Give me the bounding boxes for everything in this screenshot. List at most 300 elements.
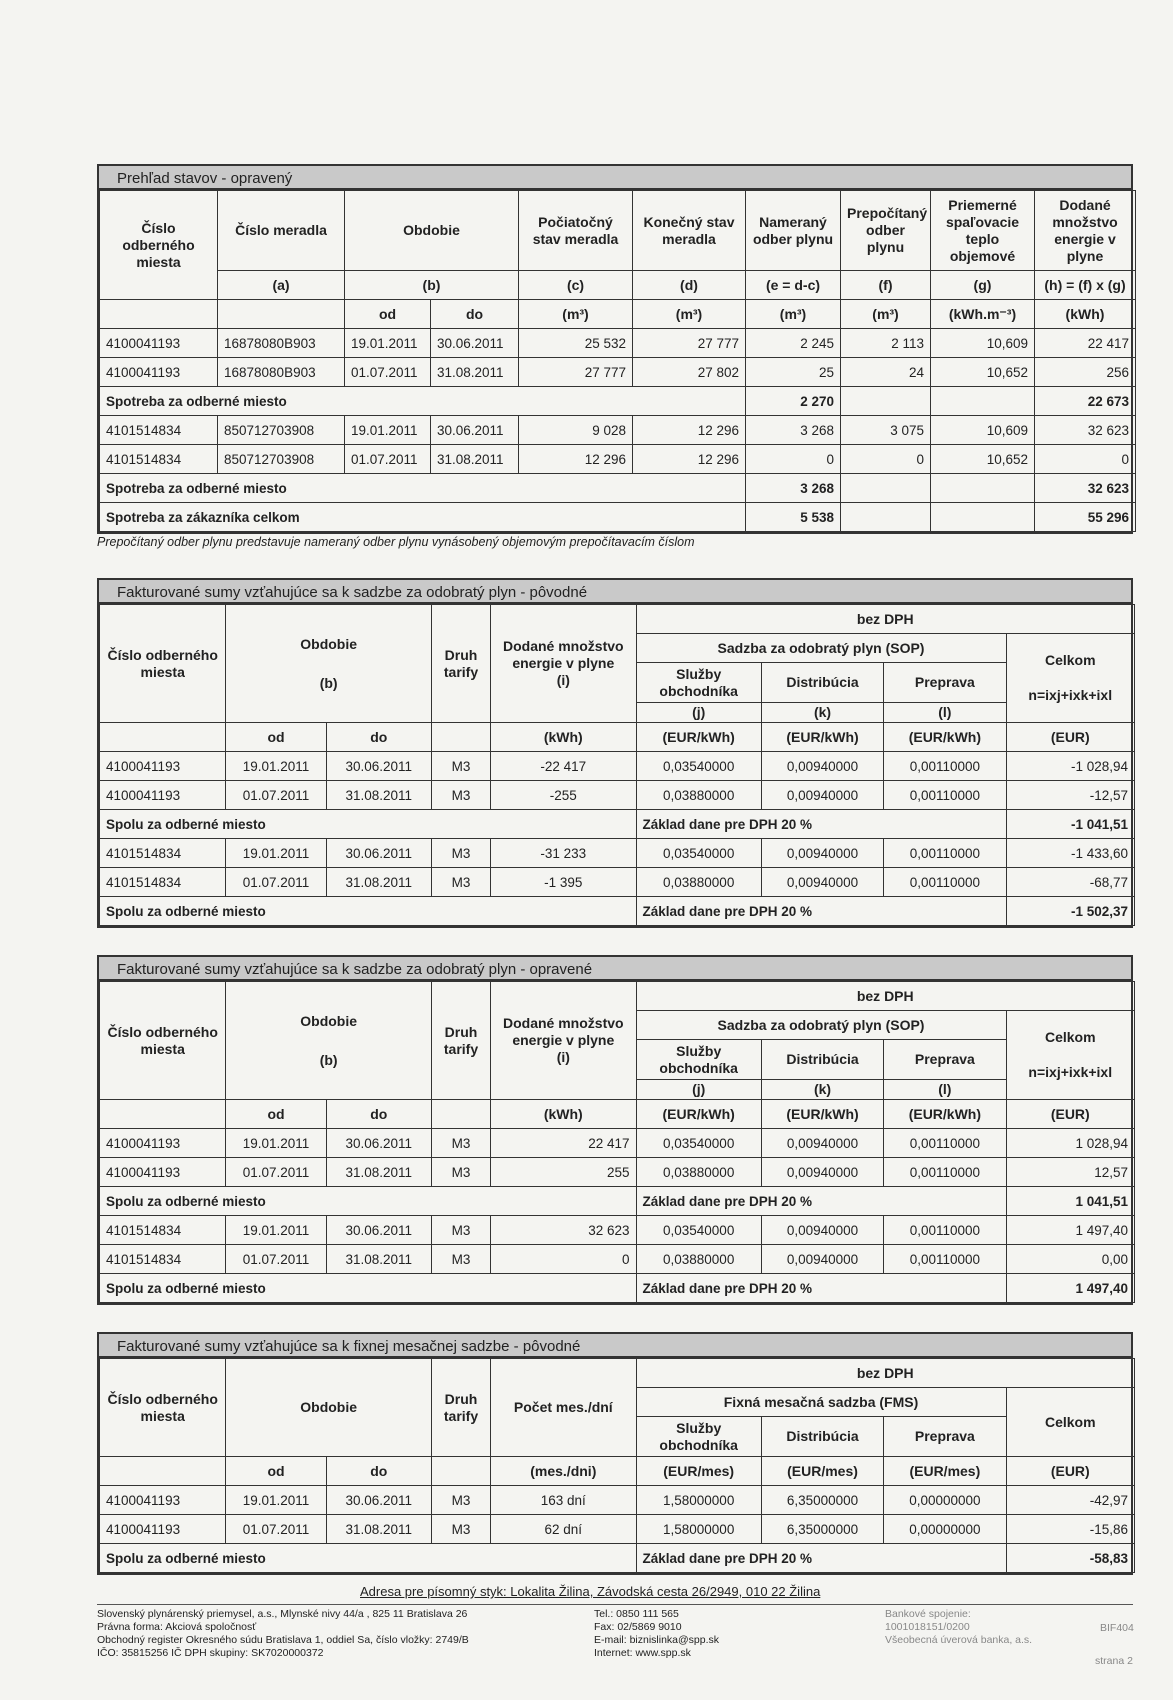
page-number: strana 2 (1095, 1655, 1133, 1667)
cell: M3 (431, 1158, 490, 1187)
section-title: Prehľad stavov - opravený (97, 164, 1133, 190)
table-row (100, 1216, 1135, 1245)
cell: 0,03880000 (636, 781, 761, 810)
cell: 4101514834 (100, 868, 226, 897)
subtotal-row (100, 1274, 1135, 1303)
col-key: (a) (218, 271, 345, 300)
cell: 22 417 (491, 1129, 636, 1158)
cell: -1 028,94 (1006, 752, 1134, 781)
col-header: Distribúcia (761, 663, 883, 703)
total-value: 5 538 (746, 503, 841, 532)
cell: -12,57 (1006, 781, 1134, 810)
bank-info (885, 1608, 1032, 1647)
contact-line: Tel.: 0850 111 565 (594, 1608, 679, 1620)
cell: 1 497,40 (1006, 1216, 1134, 1245)
cell: 19.01.2011 (226, 1129, 326, 1158)
col-key: (b) (345, 271, 519, 300)
cell: 30.06.2011 (326, 1486, 431, 1515)
col-header: Preprava (884, 1040, 1006, 1080)
col-header-key: (b) (319, 1051, 338, 1068)
col-header: Služby obchodníka (636, 1040, 761, 1080)
subtotal-value: 1 041,51 (1006, 1187, 1134, 1216)
cell: 256 (1035, 358, 1136, 387)
col-header (491, 605, 636, 723)
cell: 01.07.2011 (226, 868, 326, 897)
cell: 0,00940000 (761, 839, 883, 868)
cell: 27 777 (519, 358, 633, 387)
footer-divider (97, 1604, 1133, 1605)
subtotal-value: 32 623 (1035, 474, 1136, 503)
cell: 4100041193 (100, 329, 218, 358)
cell: M3 (431, 1216, 490, 1245)
cell: 0,03880000 (636, 1245, 761, 1274)
company-line: IČO: 35815256 IČ DPH skupiny: SK7020000372 (97, 1647, 324, 1659)
col-unit: (EUR/kWh) (636, 723, 761, 752)
contact-line: Fax: 02/5869 9010 (594, 1621, 682, 1633)
tax-base-label: Základ dane pre DPH 20 % (636, 810, 1006, 839)
cell: 31.08.2011 (326, 781, 431, 810)
cell: -255 (491, 781, 636, 810)
col-header-text: Obdobie (300, 635, 358, 652)
col-header (1006, 1011, 1134, 1100)
col-key: (j) (636, 1080, 761, 1100)
col-header-key: (i) (556, 672, 570, 688)
col-header: Celkom (1006, 1388, 1134, 1457)
cell: 27 802 (633, 358, 746, 387)
cell: 19.01.2011 (226, 1486, 326, 1515)
cell: 4101514834 (100, 445, 218, 474)
col-header: Konečný stav meradla (633, 191, 746, 271)
total-value: 55 296 (1035, 503, 1136, 532)
cell: 30.06.2011 (326, 1216, 431, 1245)
company-line: Slovenský plynárenský priemysel, a.s., Mlynské nivy 44/a , 825 11 Bratislava 26 (97, 1608, 468, 1620)
cell: 0,00110000 (884, 1216, 1006, 1245)
contact-line: E-mail: biznislinka@spp.sk (594, 1634, 720, 1646)
cell: M3 (431, 868, 490, 897)
bank-line: 1001018151/0200 (885, 1621, 970, 1633)
subtotal-value: -58,83 (1006, 1544, 1134, 1573)
cell: M3 (431, 1129, 490, 1158)
section-title: Fakturované sumy vzťahujúce sa k sadzbe za odobratý plyn - pôvodné (97, 578, 1133, 604)
subtotal-label: Spotreba za odberné miesto (100, 387, 746, 416)
total-row (100, 503, 1136, 532)
cell: 01.07.2011 (226, 781, 326, 810)
cell: -31 233 (491, 839, 636, 868)
cell: 4100041193 (100, 358, 218, 387)
col-unit: (EUR/kWh) (884, 723, 1006, 752)
correspondence-address: Adresa pre písomný styk: Lokalita Žilina, Závodská cesta 26/2949, 010 22 Žilina (360, 1584, 821, 1599)
col-unit: (EUR/kWh) (761, 723, 883, 752)
empty-cell (841, 387, 931, 416)
col-header: Distribúcia (761, 1040, 883, 1080)
cell: 01.07.2011 (226, 1515, 326, 1544)
col-header-text: Dodané množstvo energie v plyne (503, 1015, 624, 1048)
gas-rate-original-section (97, 578, 1133, 928)
cell: 3 075 (841, 416, 931, 445)
cell: 4100041193 (100, 1158, 226, 1187)
cell: 0,03540000 (636, 1129, 761, 1158)
cell: 4100041193 (100, 752, 226, 781)
company-info (97, 1608, 469, 1660)
cell: 12 296 (633, 416, 746, 445)
cell: 0,03880000 (636, 1158, 761, 1187)
cell: 19.01.2011 (226, 752, 326, 781)
cell: -1 395 (491, 868, 636, 897)
col-unit: (m³) (519, 300, 633, 329)
col-unit: (EUR) (1006, 1457, 1134, 1486)
cell: 0,00 (1006, 1245, 1134, 1274)
cell: 10,652 (931, 445, 1035, 474)
col-unit: (kWh) (491, 1100, 636, 1129)
cell: 31.08.2011 (326, 1515, 431, 1544)
col-unit: (mes./dni) (491, 1457, 636, 1486)
table-row (100, 445, 1136, 474)
cell: 0,03540000 (636, 752, 761, 781)
cell: 31.08.2011 (326, 1245, 431, 1274)
empty-cell (100, 300, 218, 329)
col-unit: do (326, 1100, 431, 1129)
col-header: Číslo odberného miesta (100, 982, 226, 1100)
table-row (100, 1245, 1135, 1274)
empty-cell (100, 1457, 226, 1486)
col-key: (k) (761, 703, 883, 723)
cell: 30.06.2011 (326, 839, 431, 868)
col-header: Preprava (884, 1417, 1006, 1457)
cell: M3 (431, 1515, 490, 1544)
subtotal-value: 22 673 (1035, 387, 1136, 416)
col-unit: (EUR/mes) (761, 1457, 883, 1486)
subtotal-label: Spolu za odberné miesto (100, 1274, 637, 1303)
cell: 0,00110000 (884, 1245, 1006, 1274)
col-header: bez DPH (636, 982, 1135, 1011)
cell: 12,57 (1006, 1158, 1134, 1187)
gas-rate-corrected-section (97, 955, 1133, 1305)
col-header: Číslo odberného miesta (100, 605, 226, 723)
tax-base-label: Základ dane pre DPH 20 % (636, 1187, 1006, 1216)
cell: 32 623 (491, 1216, 636, 1245)
contact-line: Internet: www.spp.sk (594, 1647, 691, 1659)
fixed-rate-original-table (99, 1358, 1135, 1573)
cell: 0,00940000 (761, 752, 883, 781)
cell: 4100041193 (100, 1129, 226, 1158)
cell: 19.01.2011 (345, 416, 431, 445)
cell: 10,609 (931, 416, 1035, 445)
cell: 25 (746, 358, 841, 387)
empty-cell (431, 1457, 490, 1486)
table-row (100, 329, 1136, 358)
col-header: Služby obchodníka (636, 1417, 761, 1457)
bank-line: Všeobecná úverová banka, a.s. (885, 1634, 1033, 1646)
cell: -15,86 (1006, 1515, 1134, 1544)
col-header: Počiatočný stav meradla (519, 191, 633, 271)
col-unit: (EUR/mes) (884, 1457, 1006, 1486)
subtotal-value: 1 497,40 (1006, 1274, 1134, 1303)
col-unit: od (226, 723, 326, 752)
subtotal-row (100, 897, 1135, 926)
empty-cell (931, 503, 1035, 532)
cell: 32 623 (1035, 416, 1136, 445)
subtotal-label: Spolu za odberné miesto (100, 1544, 637, 1573)
col-header: bez DPH (636, 605, 1135, 634)
cell: 27 777 (633, 329, 746, 358)
col-unit: do (326, 723, 431, 752)
cell: 31.08.2011 (431, 358, 519, 387)
empty-cell (931, 474, 1035, 503)
col-unit: od (345, 300, 431, 329)
contact-info (594, 1608, 719, 1660)
meter-readings-table (99, 190, 1136, 532)
cell: 30.06.2011 (326, 1129, 431, 1158)
cell: 16878080B903 (218, 358, 345, 387)
col-unit: (EUR/kWh) (761, 1100, 883, 1129)
cell: 6,35000000 (761, 1515, 883, 1544)
col-header-key: (b) (319, 674, 338, 691)
subtotal-value: -1 041,51 (1006, 810, 1134, 839)
company-line: Obchodný register Okresného súdu Bratislava 1, oddiel Sa, číslo vložky: 2749/B (97, 1634, 469, 1646)
col-unit: (EUR/kWh) (636, 1100, 761, 1129)
cell: 0 (1035, 445, 1136, 474)
form-code: BIF404 (1100, 1622, 1134, 1634)
empty-cell (218, 300, 345, 329)
col-unit: do (431, 300, 519, 329)
cell: 0,00940000 (761, 868, 883, 897)
meter-readings-table-wrap (97, 190, 1133, 534)
cell: 30.06.2011 (431, 416, 519, 445)
cell: 4101514834 (100, 1216, 226, 1245)
meter-readings-section (97, 164, 1133, 549)
col-header: Prepočítaný odber plynu (841, 191, 931, 271)
col-header-text: Celkom (1044, 652, 1096, 668)
col-header: Dodané množstvo energie v plyne (1035, 191, 1136, 271)
empty-cell (431, 723, 490, 752)
cell: M3 (431, 1486, 490, 1515)
col-header: Číslo odberného miesta (100, 1359, 226, 1457)
col-unit: do (326, 1457, 431, 1486)
cell: 0 (746, 445, 841, 474)
table-row (100, 358, 1136, 387)
cell: 62 dní (491, 1515, 636, 1544)
cell: 4100041193 (100, 781, 226, 810)
empty-cell (841, 503, 931, 532)
cell: 4101514834 (100, 1245, 226, 1274)
col-key: (f) (841, 271, 931, 300)
cell: 0,00940000 (761, 781, 883, 810)
col-unit: (kWh) (491, 723, 636, 752)
empty-cell (431, 1100, 490, 1129)
cell: 24 (841, 358, 931, 387)
cell: 6,35000000 (761, 1486, 883, 1515)
cell: 0,00110000 (884, 752, 1006, 781)
cell: 0,03540000 (636, 839, 761, 868)
cell: -68,77 (1006, 868, 1134, 897)
empty-cell (931, 387, 1035, 416)
col-header-key: n=ixj+ixk+ixl (1028, 1064, 1113, 1080)
subtotal-label: Spolu za odberné miesto (100, 810, 637, 839)
cell: 0,00940000 (761, 1216, 883, 1245)
table-row (100, 781, 1135, 810)
cell: 31.08.2011 (326, 1158, 431, 1187)
col-header: Obdobie (226, 1359, 432, 1457)
subtotal-row (100, 387, 1136, 416)
subtotal-row (100, 474, 1136, 503)
col-header: Počet mes./dní (491, 1359, 636, 1457)
cell: M3 (431, 1245, 490, 1274)
col-header: Preprava (884, 663, 1006, 703)
col-key: (k) (761, 1080, 883, 1100)
table-row (100, 416, 1136, 445)
col-header: Nameraný odber plynu (746, 191, 841, 271)
empty-cell (100, 1100, 226, 1129)
col-header-text: Dodané množstvo energie v plyne (503, 638, 624, 671)
table-row (100, 752, 1135, 781)
col-header-key: (i) (556, 1049, 570, 1065)
col-header (226, 982, 432, 1100)
tax-base-label: Základ dane pre DPH 20 % (636, 897, 1006, 926)
col-unit: (EUR/mes) (636, 1457, 761, 1486)
col-key: (d) (633, 271, 746, 300)
cell: 0,00110000 (884, 1158, 1006, 1187)
col-key: (l) (884, 1080, 1006, 1100)
col-header (1006, 634, 1134, 723)
cell: 4100041193 (100, 1515, 226, 1544)
tax-base-label: Základ dane pre DPH 20 % (636, 1274, 1006, 1303)
subtotal-row (100, 1544, 1135, 1573)
cell: 0,03880000 (636, 868, 761, 897)
gas-rate-corrected-table (99, 981, 1135, 1303)
cell: -42,97 (1006, 1486, 1134, 1515)
cell: 22 417 (1035, 329, 1136, 358)
cell: 0 (491, 1245, 636, 1274)
col-header (491, 982, 636, 1100)
cell: 2 245 (746, 329, 841, 358)
cell: 30.06.2011 (431, 329, 519, 358)
col-header: Druh tarify (431, 1359, 490, 1457)
cell: 0,00000000 (884, 1486, 1006, 1515)
col-header: Služby obchodníka (636, 663, 761, 703)
table-row (100, 839, 1135, 868)
col-header: Sadzba za odobratý plyn (SOP) (636, 634, 1006, 663)
subtotal-label: Spolu za odberné miesto (100, 1187, 637, 1216)
col-unit: (m³) (633, 300, 746, 329)
cell: 1,58000000 (636, 1515, 761, 1544)
cell: 4101514834 (100, 839, 226, 868)
cell: 0,00110000 (884, 839, 1006, 868)
cell: 850712703908 (218, 416, 345, 445)
cell: 01.07.2011 (345, 358, 431, 387)
col-header: Číslo meradla (218, 191, 345, 271)
col-unit: (kWh) (1035, 300, 1136, 329)
cell: 12 296 (633, 445, 746, 474)
cell: 0,00940000 (761, 1129, 883, 1158)
total-label: Spotreba za zákazníka celkom (100, 503, 746, 532)
cell: 31.08.2011 (326, 868, 431, 897)
subtotal-row (100, 1187, 1135, 1216)
col-header: Druh tarify (431, 605, 490, 723)
cell: 19.01.2011 (345, 329, 431, 358)
table-row (100, 1129, 1135, 1158)
col-unit: (m³) (746, 300, 841, 329)
company-line: Právna forma: Akciová spoločnosť (97, 1621, 257, 1633)
cell: 01.07.2011 (345, 445, 431, 474)
empty-cell (100, 723, 226, 752)
cell: 0,00000000 (884, 1515, 1006, 1544)
subtotal-row (100, 810, 1135, 839)
col-header: Distribúcia (761, 1417, 883, 1457)
section-title: Fakturované sumy vzťahujúce sa k fixnej mesačnej sadzbe - pôvodné (97, 1332, 1133, 1358)
cell: 0,00110000 (884, 1129, 1006, 1158)
cell: 0,00110000 (884, 868, 1006, 897)
col-header: Fixná mesačná sadzba (FMS) (636, 1388, 1006, 1417)
section-title: Fakturované sumy vzťahujúce sa k sadzbe za odobratý plyn - opravené (97, 955, 1133, 981)
cell: 3 268 (746, 416, 841, 445)
cell: 0,00110000 (884, 781, 1006, 810)
col-unit: (EUR/kWh) (884, 1100, 1006, 1129)
col-key: (h) = (f) x (g) (1035, 271, 1136, 300)
cell: 0,03540000 (636, 1216, 761, 1245)
tax-base-label: Základ dane pre DPH 20 % (636, 1544, 1006, 1573)
cell: 850712703908 (218, 445, 345, 474)
col-key: (j) (636, 703, 761, 723)
fixed-rate-original-section (97, 1332, 1133, 1575)
cell: 19.01.2011 (226, 1216, 326, 1245)
subtotal-value: -1 502,37 (1006, 897, 1134, 926)
cell: -22 417 (491, 752, 636, 781)
cell: 30.06.2011 (326, 752, 431, 781)
cell: 1 028,94 (1006, 1129, 1134, 1158)
col-key: (e = d-c) (746, 271, 841, 300)
cell: 4100041193 (100, 1486, 226, 1515)
col-unit: (EUR) (1006, 1100, 1134, 1129)
col-unit: (m³) (841, 300, 931, 329)
col-key: (c) (519, 271, 633, 300)
col-unit: od (226, 1100, 326, 1129)
col-header: Číslo odberného miesta (100, 191, 218, 300)
col-header (226, 605, 432, 723)
table-row (100, 1486, 1135, 1515)
cell: 2 113 (841, 329, 931, 358)
empty-cell (841, 474, 931, 503)
col-header: bez DPH (636, 1359, 1135, 1388)
col-unit: (kWh.m⁻³) (931, 300, 1035, 329)
cell: 4101514834 (100, 416, 218, 445)
col-header: Druh tarify (431, 982, 490, 1100)
footnote: Prepočítaný odber plynu predstavuje nameraný odber plynu vynásobený objemovým prepočítavacím číslom (97, 535, 695, 549)
col-header-text: Obdobie (300, 1012, 358, 1029)
cell: M3 (431, 839, 490, 868)
cell: -1 433,60 (1006, 839, 1134, 868)
cell: M3 (431, 781, 490, 810)
cell: 0,00940000 (761, 1245, 883, 1274)
cell: 163 dní (491, 1486, 636, 1515)
col-header: Priemerné spaľovacie teplo objemové (931, 191, 1035, 271)
cell: 12 296 (519, 445, 633, 474)
table-row (100, 1515, 1135, 1544)
col-header: Obdobie (345, 191, 519, 271)
cell: 255 (491, 1158, 636, 1187)
bank-line: Bankové spojenie: (885, 1608, 971, 1620)
subtotal-value: 3 268 (746, 474, 841, 503)
col-unit: (EUR) (1006, 723, 1134, 752)
table-row (100, 1158, 1135, 1187)
subtotal-label: Spolu za odberné miesto (100, 897, 637, 926)
gas-rate-original-table (99, 604, 1135, 926)
table-row (100, 868, 1135, 897)
cell: 01.07.2011 (226, 1158, 326, 1187)
cell: 0 (841, 445, 931, 474)
col-header-text: Celkom (1044, 1029, 1096, 1045)
col-key: (g) (931, 271, 1035, 300)
subtotal-label: Spotreba za odberné miesto (100, 474, 746, 503)
